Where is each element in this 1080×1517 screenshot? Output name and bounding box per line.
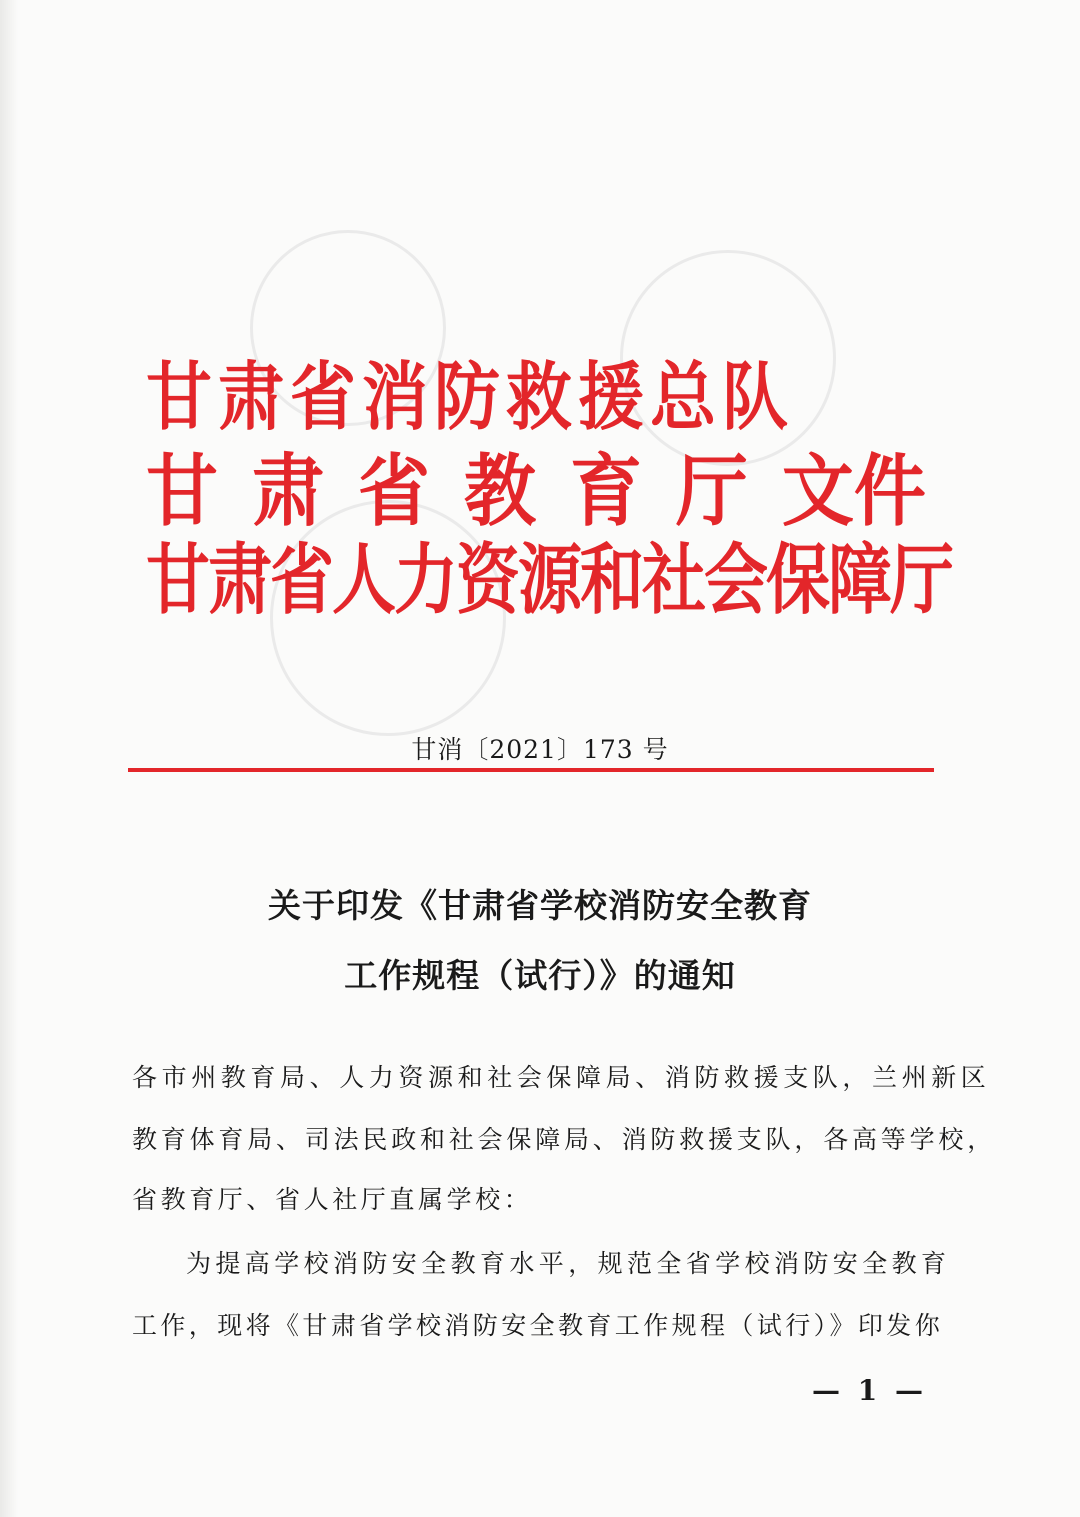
body-paragraph-line-2: 工作，现将《甘肃省学校消防安全教育工作规程（试行）》印发你	[132, 1311, 944, 1340]
red-divider-line	[128, 768, 934, 772]
document-number: 甘消〔2021〕173 号	[411, 735, 669, 764]
notice-title-line-1: 关于印发《甘肃省学校消防安全教育	[268, 886, 812, 925]
issuer-char: 育	[569, 444, 642, 537]
addressee-line-3: 省教育厅、省人社厅直属学校：	[132, 1185, 533, 1214]
page-number: — 1 —	[812, 1374, 927, 1407]
addressee-line-1: 各市州教育局、人力资源和社会保障局、消防救援支队，兰州新区	[132, 1063, 991, 1092]
body-paragraph-line-1: 为提高学校消防安全教育水平，规范全省学校消防安全教育	[186, 1249, 951, 1278]
issuer-education-department	[146, 444, 926, 537]
issuer-char: 省	[357, 444, 430, 537]
notice-title-line-2: 工作规程（试行）》的通知	[344, 956, 736, 995]
issuer-char: 文件	[781, 444, 926, 537]
issuer-char: 肃	[251, 444, 324, 537]
addressee-line-2: 教育体育局、司法民政和社会保障局、消防救援支队，各高等学校，	[132, 1125, 997, 1154]
issuer-char: 厅	[675, 444, 748, 537]
issuer-char: 甘	[146, 444, 219, 537]
issuer-char: 教	[463, 444, 536, 537]
issuer-human-resources-department: 甘肃省人力资源和社会保障厅	[146, 535, 952, 626]
issuer-fire-rescue-corps: 甘肃省消防救援总队	[146, 353, 794, 441]
